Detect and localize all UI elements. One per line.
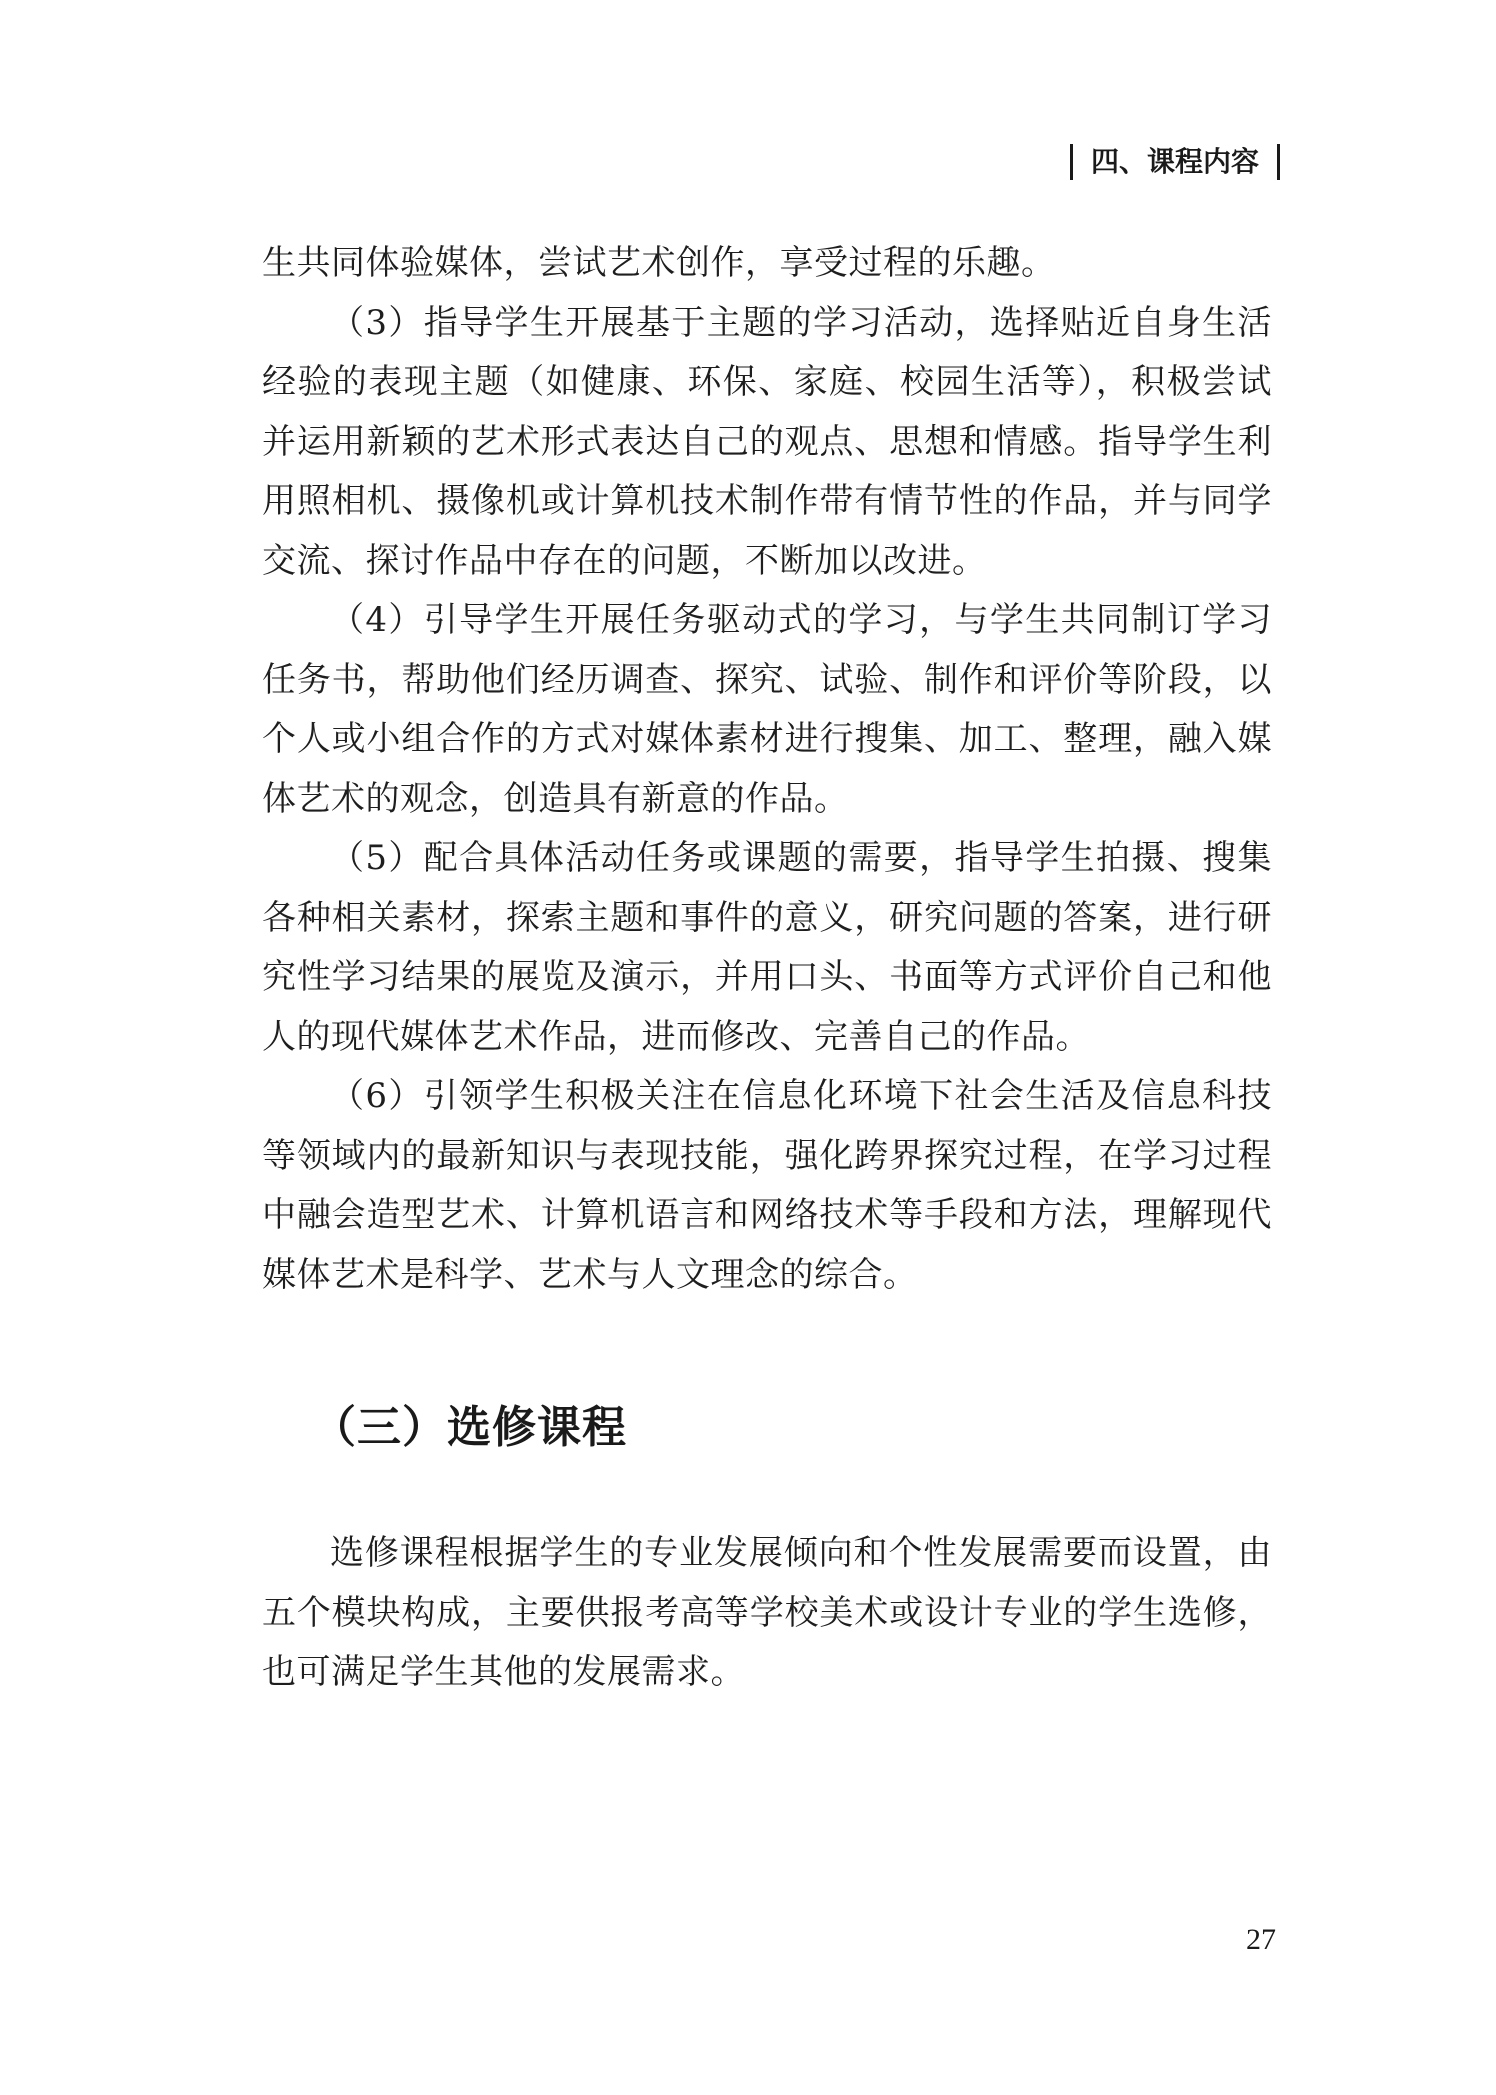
header-left-divider — [1070, 144, 1073, 180]
section-body — [262, 1524, 1272, 1703]
paragraph-item-4: （4）引导学生开展任务驱动式的学习，与学生共同制订学习任务书，帮助他们经历调查、探究、试验、制作和评价等阶段，以个人或小组合作的方式对媒体素材进行搜集、加工、整理，融入媒体艺术的观念，创造具有新意的作品。 — [262, 600, 1272, 819]
paragraph-continuation: 生共同体验媒体，尝试艺术创作，享受过程的乐趣。 — [262, 243, 1056, 283]
running-header — [1040, 140, 1280, 184]
chapter-title: 四、课程内容 — [1090, 145, 1259, 178]
page-number: 27 — [1246, 1923, 1276, 1956]
section-paragraph: 选修课程根据学生的专业发展倾向和个性发展需要而设置，由五个模块构成，主要供报考高等学校美术或设计专业的学生选修，也可满足学生其他的发展需求。 — [262, 1533, 1272, 1692]
section-heading: （三）选修课程 — [312, 1402, 627, 1453]
paragraph-item-5: （5）配合具体活动任务或课题的需要，指导学生拍摄、搜集各种相关素材，探索主题和事件的意义，研究问题的答案，进行研究性学习结果的展览及演示，并用口头、书面等方式评价自己和他人的现代媒体艺术作品，进而修改、完善自己的作品。 — [262, 838, 1272, 1057]
paragraph-item-3: （3）指导学生开展基于主题的学习活动，选择贴近自身生活经验的表现主题（如健康、环保、家庭、校园生活等），积极尝试并运用新颖的艺术形式表达自己的观点、思想和情感。指导学生利用照相机、摄像机或计算机技术制作带有情节性的作品，并与同学交流、探讨作品中存在的问题，不断加以改进。 — [262, 302, 1272, 581]
paragraph-item-6: （6）引领学生积极关注在信息化环境下社会生活及信息科技等领域内的最新知识与表现技能，强化跨界探究过程，在学习过程中融会造型艺术、计算机语言和网络技术等手段和方法，理解现代媒体艺术是科学、艺术与人文理念的综合。 — [262, 1076, 1272, 1295]
header-right-divider — [1277, 144, 1280, 180]
body-text — [262, 234, 1272, 1305]
